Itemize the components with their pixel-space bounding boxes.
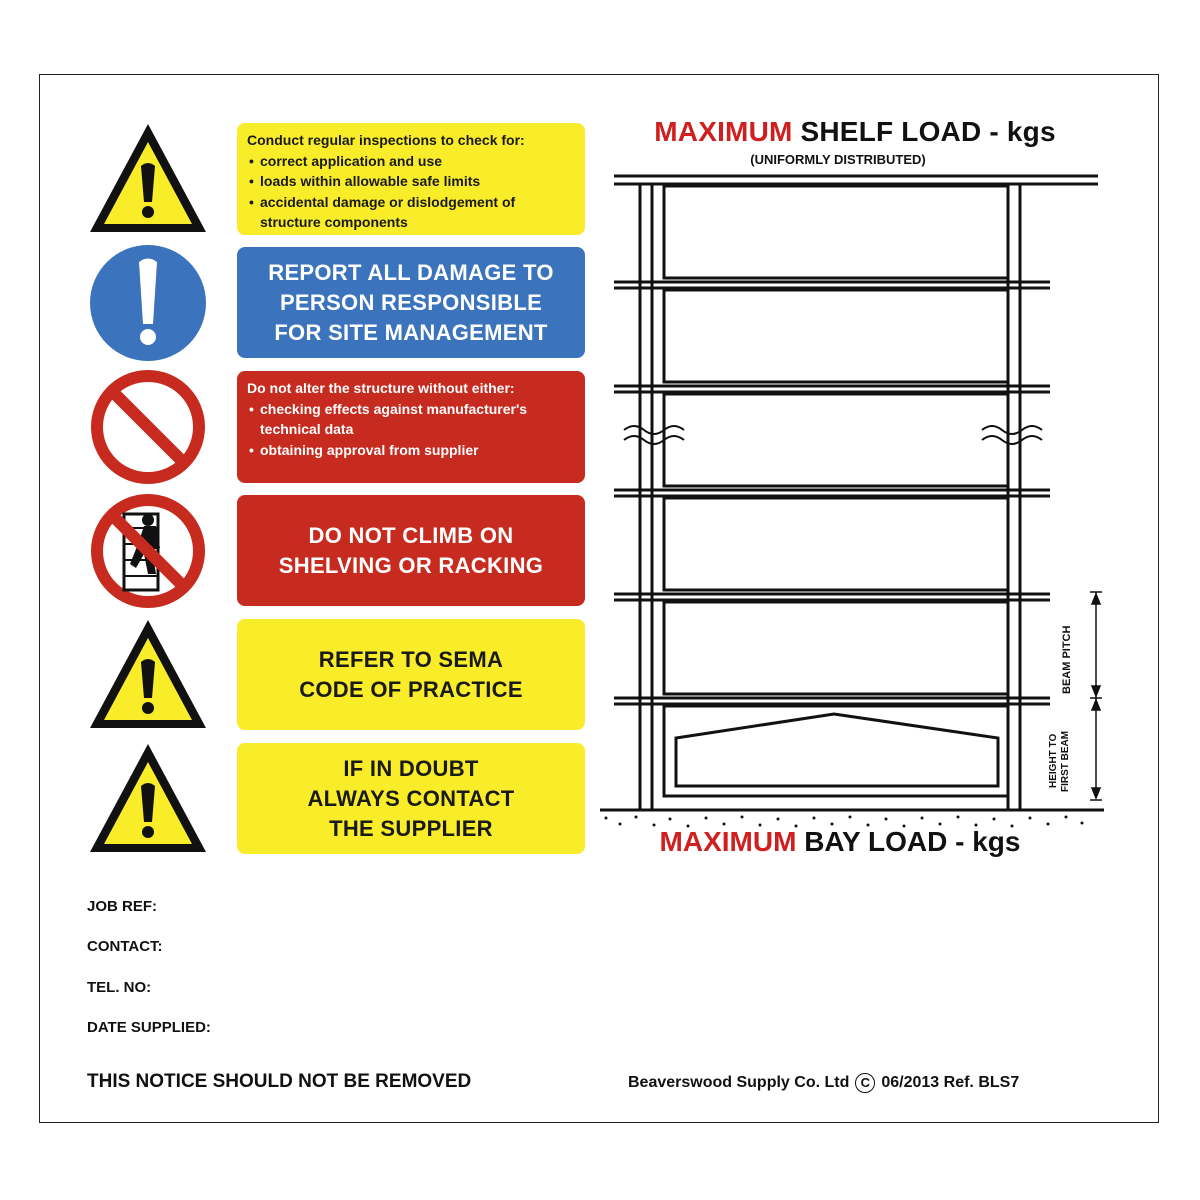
inspections-list xyxy=(247,151,575,233)
sema-panel xyxy=(237,619,585,730)
panel-line: REPORT ALL DAMAGE TO xyxy=(268,259,554,285)
job-ref-label: JOB REF: xyxy=(87,898,158,915)
warning-triangle-icon xyxy=(86,120,210,238)
shelf-title-rest: SHELF LOAD - kgs xyxy=(800,116,1056,147)
tel-no-label: TEL. NO: xyxy=(87,979,152,996)
mandatory-exclamation-icon xyxy=(86,244,210,362)
panel-line: PERSON RESPONSIBLE xyxy=(279,289,543,315)
first-beam-label-1: HEIGHT TO xyxy=(1048,733,1059,788)
copyright-icon: C xyxy=(855,1073,875,1093)
bay-title-red: MAXIMUM xyxy=(659,826,797,857)
reference-code: 06/2013 Ref. BLS7 xyxy=(881,1074,1020,1091)
contact-supplier-panel xyxy=(237,743,585,854)
list-item: • accidental damage or dislodgement of structure components xyxy=(247,192,575,233)
inspections-panel xyxy=(237,123,585,235)
footer-credit xyxy=(628,1073,1019,1093)
warning-triangle-icon xyxy=(86,616,210,734)
prohibition-icon xyxy=(86,368,210,486)
warning-triangle-icon xyxy=(86,740,210,858)
company-name: Beaverswood Supply Co. Ltd xyxy=(628,1074,850,1091)
bay-title-rest: BAY LOAD - kgs xyxy=(804,826,1021,857)
panel-line: ALWAYS CONTACT xyxy=(307,785,515,811)
alter-lead: Do not alter the structure without either: xyxy=(247,380,515,396)
panel-line: REFER TO SEMA xyxy=(318,646,504,672)
notice-text: THIS NOTICE SHOULD NOT BE REMOVED xyxy=(87,1071,472,1092)
shelf-load-title xyxy=(600,116,1110,148)
report-damage-panel xyxy=(237,247,585,358)
no-climb-panel xyxy=(237,495,585,606)
bay-load-title xyxy=(585,826,1095,858)
panel-line: FOR SITE MANAGEMENT xyxy=(274,319,548,345)
panel-line: THE SUPPLIER xyxy=(329,815,493,841)
list-item: • obtaining approval from supplier xyxy=(247,440,575,461)
shelf-load-subtitle: (UNIFORMLY DISTRIBUTED) xyxy=(750,152,926,167)
panel-line: DO NOT CLIMB ON xyxy=(308,522,514,548)
inspections-lead: Conduct regular inspections to check for: xyxy=(247,132,525,148)
panel-line: SHELVING OR RACKING xyxy=(278,552,544,578)
panel-line: IF IN DOUBT xyxy=(343,755,479,781)
racking-diagram xyxy=(596,168,1116,838)
shelf-title-red: MAXIMUM xyxy=(654,116,793,147)
date-supplied-label: DATE SUPPLIED: xyxy=(87,1019,211,1036)
list-item: • correct application and use xyxy=(247,151,575,172)
no-climbing-icon xyxy=(86,492,210,610)
panel-line: CODE OF PRACTICE xyxy=(299,676,523,702)
beam-pitch-label: BEAM PITCH xyxy=(1061,625,1073,694)
contact-label: CONTACT: xyxy=(87,938,163,955)
alter-structure-panel xyxy=(237,371,585,483)
list-item: • checking effects against manufacturer's technical data xyxy=(247,399,575,440)
first-beam-label-2: FIRST BEAM xyxy=(1060,730,1071,792)
alter-list xyxy=(247,399,575,461)
list-item: • loads within allowable safe limits xyxy=(247,171,575,192)
